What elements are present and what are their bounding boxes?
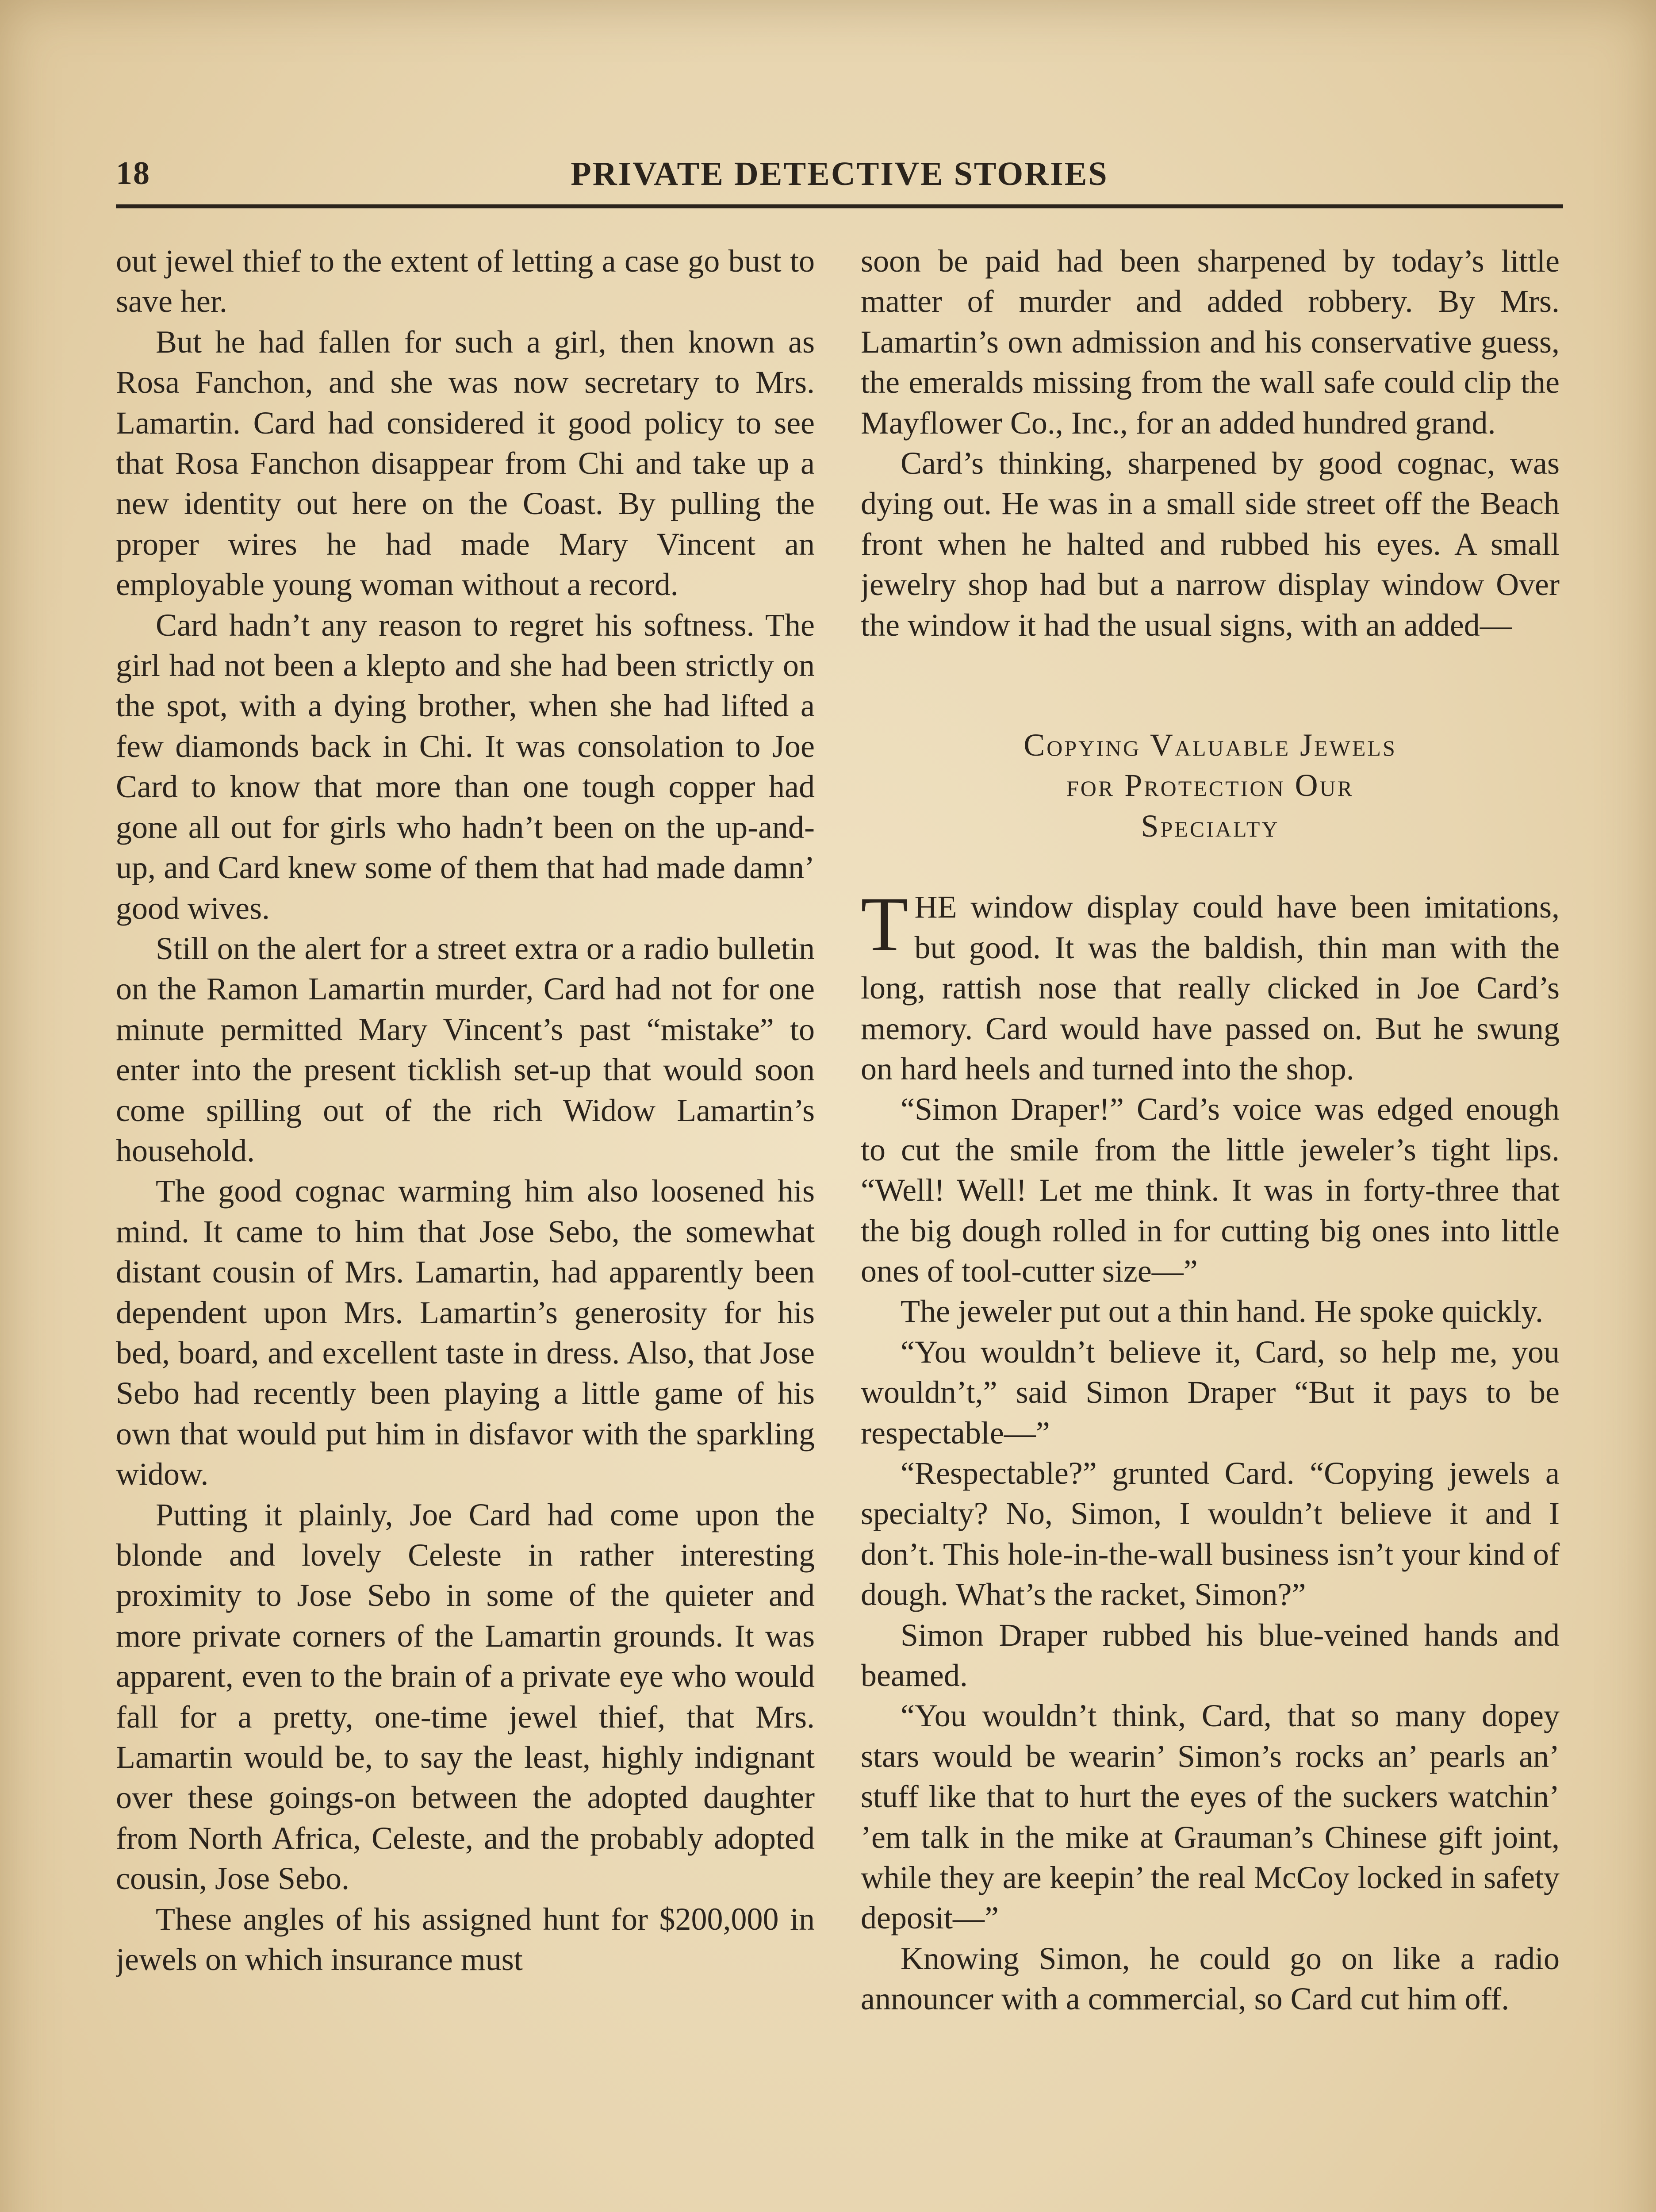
page-header (116, 150, 1563, 204)
paragraph: Card’s thinking, sharpened by good cognac, was dying out. He was in a small side street off the Beach front when he halted and rubbed his eyes. A small jewelry shop had but a narrow display window Over the window it had the usual signs, with an added— (861, 445, 1560, 643)
paragraph: Simon Draper rubbed his blue-veined hands and beamed. (861, 1617, 1560, 1693)
paragraph: But he had fallen for such a girl, then known as Rosa Fanchon, and she was now secretary to Mrs. Lamartin. Card had considered it good policy to see that Rosa Fanchon disappear from Chi and take up a new identity out here on the Coast. By pulling the proper wires he had made Mary Vincent an employable young woman without a record. (116, 324, 815, 603)
left-column (116, 241, 815, 2212)
sign-line: for Protection Our (1066, 768, 1354, 803)
drop-cap: T (861, 881, 908, 968)
running-title: PRIVATE DETECTIVE STORIES (571, 155, 1108, 192)
paragraph: Card hadn’t any reason to regret his softness. The girl had not been a klepto and she had been strictly on the spot, with a dying brother, when she had lifted a few diamonds back in Chi. It was consolation to Joe Card to know that more than one tough copper had gone all out for girls who hadn’t been on the up-and-up, and Card knew some of them that had made damn’ good wives. (116, 607, 815, 926)
paragraph: Still on the alert for a street extra or a radio bulletin on the Ramon Lamartin murder, Card had not for one minute permitted Mary Vincent’s past “mistake” to enter into the present ticklish set-up that would soon come spilling out of the rich Widow Lamartin’s household. (116, 930, 815, 1168)
paragraph: Putting it plainly, Joe Card had come upon the blonde and lovely Celeste in rather interesting proximity to Jose Sebo in some of the quieter and more private corners of the Lamartin grounds. It was apparent, even to the brain of a private eye who would fall for a pretty, one-time jewel thief, that Mrs. Lamartin would be, to say the least, highly indignant over these goings-on between the adopted daughter from North Africa, Celeste, and the probably adopted cousin, Jose Sebo. (116, 1497, 815, 1897)
right-column (861, 241, 1560, 2212)
drop-cap-paragraph-text: HE window display could have been imitations, but good. It was the baldish, thin man with the long, rattish nose that really clicked in Joe Card’s memory. Card would have passed on. But he swung on hard heels and turned into the shop. (861, 889, 1560, 1087)
paragraph-with-drop-cap (861, 881, 1560, 1089)
paragraph: “You wouldn’t think, Card, that so many dopey stars would be wearin’ Simon’s rocks an’ pearls an’ stuff like that to hurt the eyes of the suckers watchin’ ’em talk in the mike at Grauman’s Chinese gift joint, while they are keepin’ the real McCoy locked in safety deposit—” (861, 1698, 1560, 1936)
paragraph: “You wouldn’t believe it, Card, so help me, you wouldn’t,” said Simon Draper “But it pays to be respectable—” (861, 1334, 1560, 1451)
paragraph: soon be paid had been sharpened by today’s little matter of murder and added robbery. By Mrs. Lamartin’s own admission and his conservative guess, the emeralds missing from the wall safe could clip the Mayflower Co., Inc., for an added hundred grand. (861, 243, 1560, 441)
sign-line: Specialty (1141, 808, 1280, 844)
paragraph: The good cognac warming him also loosened his mind. It came to him that Jose Sebo, the somewhat distant cousin of Mrs. Lamartin, had apparently been dependent upon Mrs. Lamartin’s generosity for his bed, board, and excellent taste in dress. Also, that Jose Sebo had recently been playing a little game of his own that would put him in disfavor with the sparkling widow. (116, 1173, 815, 1492)
paragraph: These angles of his assigned hunt for $200,000 in jewels on which insurance must (116, 1901, 815, 1978)
shop-sign-text (861, 725, 1560, 846)
paragraph: “Simon Draper!” Card’s voice was edged enough to cut the smile from the little jeweler’s tight lips. “Well! Well! Let me think. It was in forty-three that the big dough rolled in for cutting big ones into little ones of tool-cutter size—” (861, 1091, 1560, 1289)
paragraph: out jewel thief to the extent of letting a case go bust to save her. (116, 243, 815, 319)
sign-line: Copying Valuable Jewels (1024, 727, 1397, 763)
page-number: 18 (116, 155, 150, 192)
paragraph: Knowing Simon, he could go on like a radio announcer with a commercial, so Card cut him off. (861, 1940, 1560, 2017)
paragraph: The jeweler put out a thin hand. He spoke quickly. (901, 1294, 1543, 1329)
header-rule (116, 204, 1563, 208)
paragraph: “Respectable?” grunted Card. “Copying jewels a specialty? No, Simon, I wouldn’t believe it and I don’t. This hole-in-the-wall business isn’t your kind of dough. What’s the racket, Simon?” (861, 1455, 1560, 1613)
